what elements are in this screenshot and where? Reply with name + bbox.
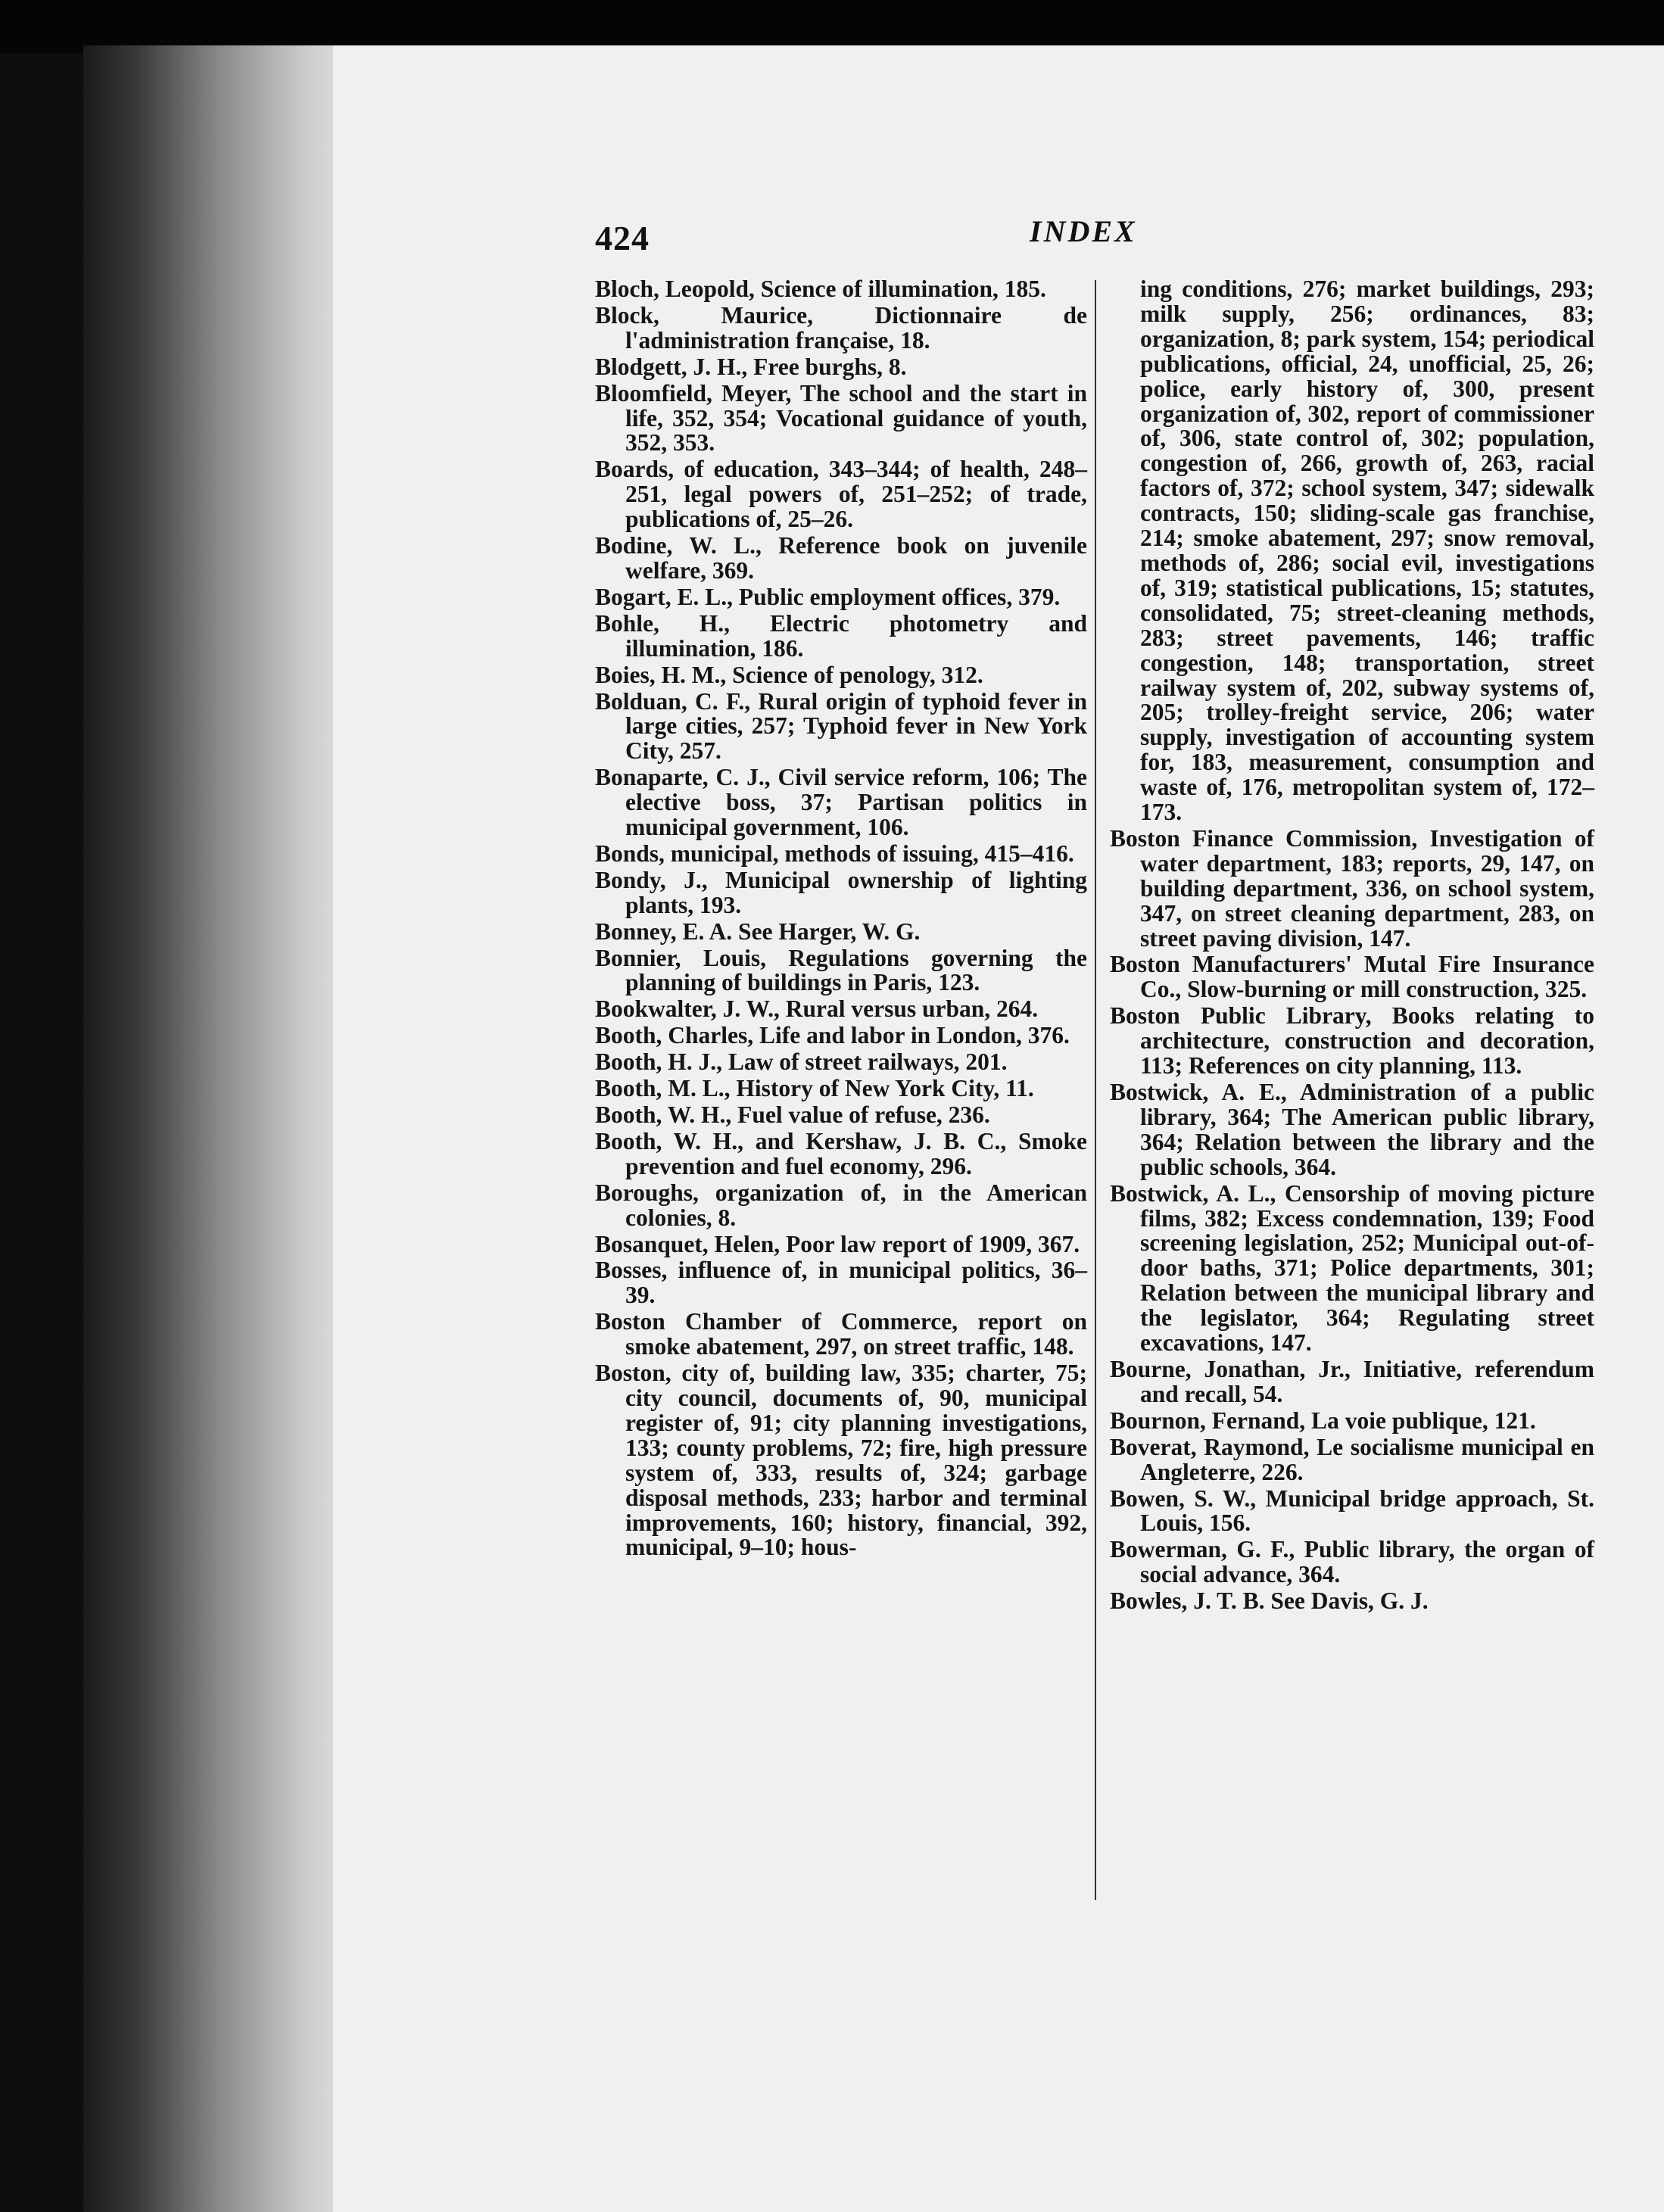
- index-entry: Bloch, Leopold, Science of illumination, 185.: [595, 276, 1046, 302]
- index-entry: Bourne, Jonathan, Jr., Initiative, referendum and recall, 54.: [1110, 1355, 1594, 1407]
- index-entry: Block, Maurice, Dictionnaire de l'administration française, 18.: [595, 301, 1087, 354]
- index-entry: Bodine, W. L., Reference book on juvenile welfare, 369.: [595, 532, 1087, 584]
- index-entry: Bostwick, A. L., Censorship of moving picture films, 382; Excess condemnation, 139; Food screening legislation, 252; Municipal out-of-door baths, 371; Police departments, 301; Relation between the municipal library and the legislator, 364; Regulating street excavations, 147.: [1110, 1179, 1594, 1357]
- index-entry: Boston Finance Commission, Investigation of water department, 183; reports, 29, 147, on building department, 336, on school system, 347, on street cleaning department, 283, on street paving division, 147.: [1110, 824, 1594, 952]
- index-entry: Boston Manufacturers' Mutal Fire Insurance Co., Slow-burning or mill construction, 325.: [1110, 951, 1594, 1003]
- index-entry: Boston Public Library, Books relating to architecture, construction and decoration, 113; References on city planning, 113.: [1110, 1002, 1594, 1080]
- index-entry: Bosanquet, Helen, Poor law report of 1909, 367.: [595, 1230, 1080, 1257]
- index-entry: Bosses, influence of, in municipal politics, 36–39.: [595, 1257, 1087, 1309]
- index-entry: Bonnier, Louis, Regulations governing the planning of buildings in Paris, 123.: [595, 944, 1087, 996]
- index-entry: Booth, M. L., History of New York City, 11.: [595, 1075, 1034, 1102]
- index-entry: Bonds, municipal, methods of issuing, 415–416.: [595, 840, 1074, 867]
- running-head: INDEX: [1030, 214, 1137, 248]
- index-entry: Bonney, E. A. See Harger, W. G.: [595, 918, 921, 945]
- index-entry: Bowles, J. T. B. See Davis, G. J.: [1110, 1587, 1429, 1615]
- index-entry: Boston Chamber of Commerce, report on smoke abatement, 297, on street traffic, 148.: [595, 1308, 1087, 1360]
- page-number: 424: [595, 219, 650, 257]
- index-entry: Booth, H. J., Law of street railways, 201.: [595, 1048, 1008, 1076]
- index-column-right: [1110, 277, 1594, 1615]
- index-entry: Blodgett, J. H., Free burghs, 8.: [595, 353, 907, 380]
- index-entry-continued: ing conditions, 276; market buildings, 293; milk supply, 256; ordinances, 83; organization, 8; park system, 154; periodical publications, official, 24, unofficial, 25, 26; police, early history of, 300, present organization of, 302, report of commissioner of, 306, state control of, 302; population, congestion of, 266, growth of, 263, racial factors of, 372; school system, 347; sidewalk contracts, 150; sliding-scale gas franchise, 214; smoke abatement, 297; snow removal, methods of, 286; social evil, investigations of, 319; statistical publications, 15; statutes, consolidated, 75; street-cleaning methods, 283; street pavements, 146; traffic congestion, 148; transportation, street railway system of, 202, subway systems of, 205; trolley-freight service, 206; water supply, investigation of accounting system for, 183, measurement, consumption and waste of, 176, metropolitan system of, 172–173.: [1140, 276, 1594, 826]
- index-column-left: [595, 277, 1087, 1562]
- index-entry: Bloomfield, Meyer, The school and the start in life, 352, 354; Vocational guidance of youth, 352, 353.: [595, 379, 1087, 456]
- index-entry: Boards, of education, 343–344; of health, 248–251, legal powers of, 251–252; of trade, publications of, 25–26.: [595, 456, 1087, 533]
- index-entry: Booth, Charles, Life and labor in London, 376.: [595, 1022, 1070, 1049]
- index-entry: Bookwalter, J. W., Rural versus urban, 264.: [595, 995, 1039, 1023]
- index-entry: Boies, H. M., Science of penology, 312.: [595, 661, 983, 688]
- index-entry: Boston, city of, building law, 335; charter, 75; city council, documents of, 90, municipal register of, 91; city planning investigations, 133; county problems, 72; fire, high pressure system of, 333, results of, 324; garbage disposal methods, 233; harbor and terminal improvements, 160; history, financial, 392, municipal, 9–10; hous-: [595, 1360, 1087, 1561]
- column-divider: [1095, 280, 1096, 1900]
- index-entry: Bondy, J., Municipal ownership of lighting plants, 193.: [595, 866, 1087, 918]
- index-entry: Bournon, Fernand, La voie publique, 121.: [1110, 1407, 1536, 1434]
- index-entry: Boverat, Raymond, Le socialisme municipal en Angleterre, 226.: [1110, 1433, 1594, 1485]
- index-entry: Bolduan, C. F., Rural origin of typhoid fever in large cities, 257; Typhoid fever in New York City, 257.: [595, 687, 1087, 765]
- index-entry: Bonaparte, C. J., Civil service reform, 106; The elective boss, 37; Partisan politics in municipal government, 106.: [595, 764, 1087, 841]
- index-entry: Bostwick, A. E., Administration of a public library, 364; The American public library, 364; Relation between the library and the public schools, 364.: [1110, 1079, 1594, 1180]
- index-entry: Booth, W. H., and Kershaw, J. B. C., Smoke prevention and fuel economy, 296.: [595, 1127, 1087, 1179]
- index-entry: Booth, W. H., Fuel value of refuse, 236.: [595, 1101, 990, 1128]
- index-entry: Bowen, S. W., Municipal bridge approach, St. Louis, 156.: [1110, 1485, 1594, 1537]
- index-entry: Bogart, E. L., Public employment offices, 379.: [595, 583, 1061, 610]
- index-entry: Bohle, H., Electric photometry and illumination, 186.: [595, 609, 1087, 662]
- index-entry: Boroughs, organization of, in the American colonies, 8.: [595, 1179, 1087, 1231]
- index-entry: Bowerman, G. F., Public library, the organ of social advance, 364.: [1110, 1536, 1594, 1588]
